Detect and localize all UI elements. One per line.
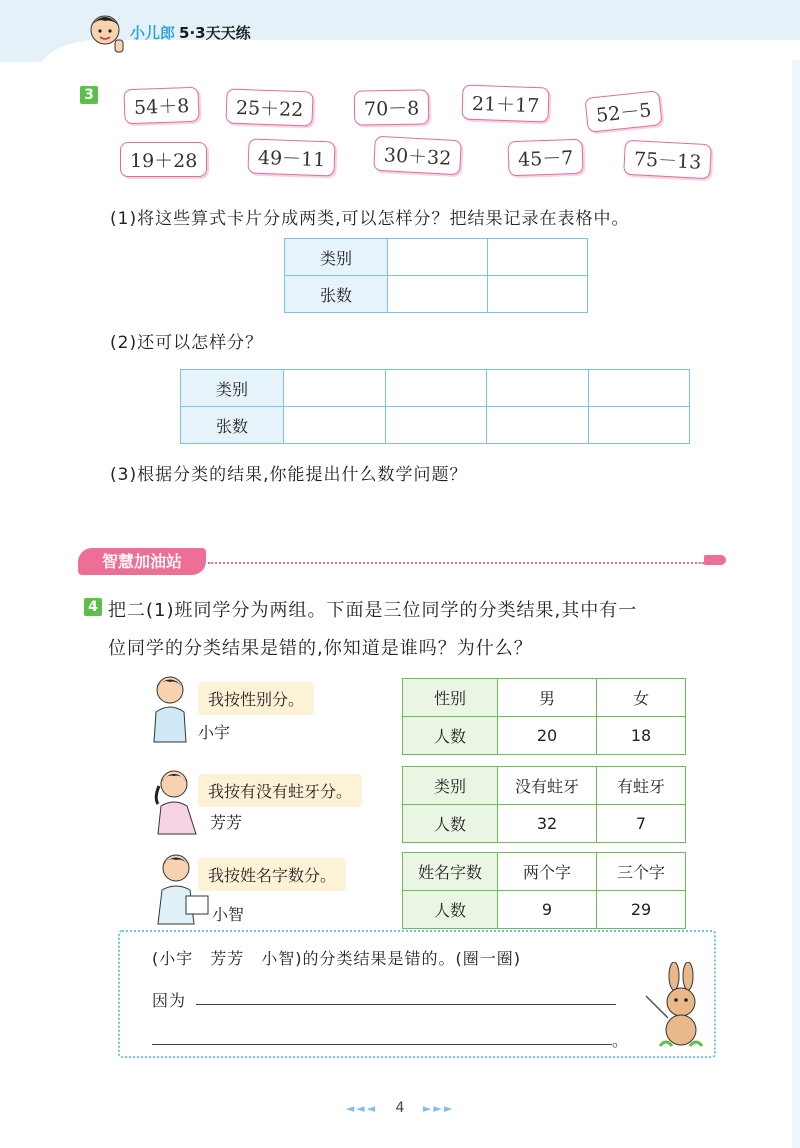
speech-bubble: 我按姓名字数分。: [198, 858, 346, 891]
footer-right-arrows: ►►►: [422, 1102, 455, 1115]
brand-title: [130, 22, 251, 43]
series-name: 5·3天天练: [179, 24, 251, 42]
table-header-count: 张数: [181, 407, 284, 444]
speech-bubble: 我按有没有蛀牙分。: [198, 774, 362, 807]
table-cell-blank[interactable]: [488, 239, 588, 276]
student-fangfang-avatar: [150, 764, 200, 836]
student-name: 小宇: [198, 723, 231, 742]
answer-because-label: 因为: [152, 991, 187, 1010]
result-table-fangfang: [402, 766, 686, 843]
expression-card: 25＋22: [225, 88, 314, 126]
table-cell: 人数: [403, 805, 498, 843]
expression-card: 54＋8: [123, 87, 199, 125]
mascot-boy-icon: [84, 10, 126, 56]
result-table-xiaoyu: [402, 678, 686, 755]
table-cell-blank[interactable]: [487, 370, 589, 407]
table-cell: 三个字: [597, 853, 686, 891]
table-cell: 没有蛀牙: [498, 767, 597, 805]
expression-card: 52－5: [584, 90, 663, 133]
expression-card: 75－13: [623, 140, 712, 180]
table-cell: 人数: [403, 717, 498, 755]
table-cell: 人数: [403, 891, 498, 929]
pencil-icon: [704, 555, 726, 565]
table-cell-blank[interactable]: [388, 276, 488, 313]
table-header-category: 类别: [181, 370, 284, 407]
answer-period: 。: [612, 1031, 630, 1050]
page-number: 4: [395, 1100, 405, 1116]
speech-bubble: 我按性别分。: [198, 682, 314, 715]
table-cell: 32: [498, 805, 597, 843]
table-cell: 类别: [403, 767, 498, 805]
expression-card: 45－7: [507, 139, 583, 177]
table-header-count: 张数: [285, 276, 388, 313]
expression-card: 70－8: [354, 89, 430, 125]
q3-part2-prompt: (2)还可以怎样分？: [110, 333, 264, 353]
table-cell-blank[interactable]: [388, 239, 488, 276]
student-xiaoyu-avatar: [148, 672, 192, 746]
q4-prompt-line2: 位同学的分类结果是错的,你知道是谁吗？为什么？: [108, 638, 533, 659]
q3-part3-prompt: (3)根据分类的结果,你能提出什么数学问题？: [110, 465, 468, 485]
table-cell: 有蛀牙: [597, 767, 686, 805]
table-cell: 姓名字数: [403, 853, 498, 891]
footer-left-arrows: ◄◄◄: [345, 1102, 378, 1115]
table-cell: 两个字: [498, 853, 597, 891]
table-cell: 18: [597, 717, 686, 755]
table-cell-blank[interactable]: [284, 370, 386, 407]
classification-table-1: [284, 238, 588, 313]
result-table-xiaozhi: [402, 852, 686, 929]
rabbit-teacher-icon: [640, 962, 710, 1048]
expression-card: 30＋32: [373, 136, 462, 176]
table-cell: 女: [597, 679, 686, 717]
answer-circle-prompt[interactable]: (小宇 芳芳 小智)的分类结果是错的。(圈一圈): [152, 949, 521, 968]
table-cell-blank[interactable]: [284, 407, 386, 444]
table-cell: 男: [498, 679, 597, 717]
table-cell: 9: [498, 891, 597, 929]
answer-line-1[interactable]: [196, 1004, 616, 1005]
page-edge: [792, 60, 800, 1148]
table-header-category: 类别: [285, 239, 388, 276]
brand-name: 小儿郎: [130, 24, 176, 42]
table-cell: 性别: [403, 679, 498, 717]
table-cell: 7: [597, 805, 686, 843]
section-banner: 智慧加油站: [78, 548, 206, 575]
table-cell-blank[interactable]: [385, 370, 487, 407]
table-cell-blank[interactable]: [588, 407, 690, 444]
student-name: 芳芳: [210, 813, 243, 832]
classification-table-2: [180, 369, 690, 444]
expression-card: 49－11: [247, 138, 336, 176]
page-footer: [0, 1100, 800, 1116]
q4-prompt-line1: 把二(1)班同学分为两组。下面是三位同学的分类结果,其中有一: [108, 600, 638, 621]
table-cell-blank[interactable]: [385, 407, 487, 444]
table-cell-blank[interactable]: [588, 370, 690, 407]
table-cell-blank[interactable]: [487, 407, 589, 444]
question-3-number: 3: [80, 86, 98, 104]
expression-card: 19＋28: [120, 142, 207, 177]
section-divider: [208, 562, 704, 564]
table-cell: 20: [498, 717, 597, 755]
answer-line-2[interactable]: [152, 1044, 612, 1045]
table-cell-blank[interactable]: [488, 276, 588, 313]
expression-card: 21＋17: [461, 84, 550, 122]
student-name: 小智: [212, 905, 245, 924]
table-cell: 29: [597, 891, 686, 929]
q3-part1-prompt: (1)将这些算式卡片分成两类,可以怎样分？把结果记录在表格中。: [110, 209, 630, 229]
question-4-number: 4: [84, 598, 102, 616]
